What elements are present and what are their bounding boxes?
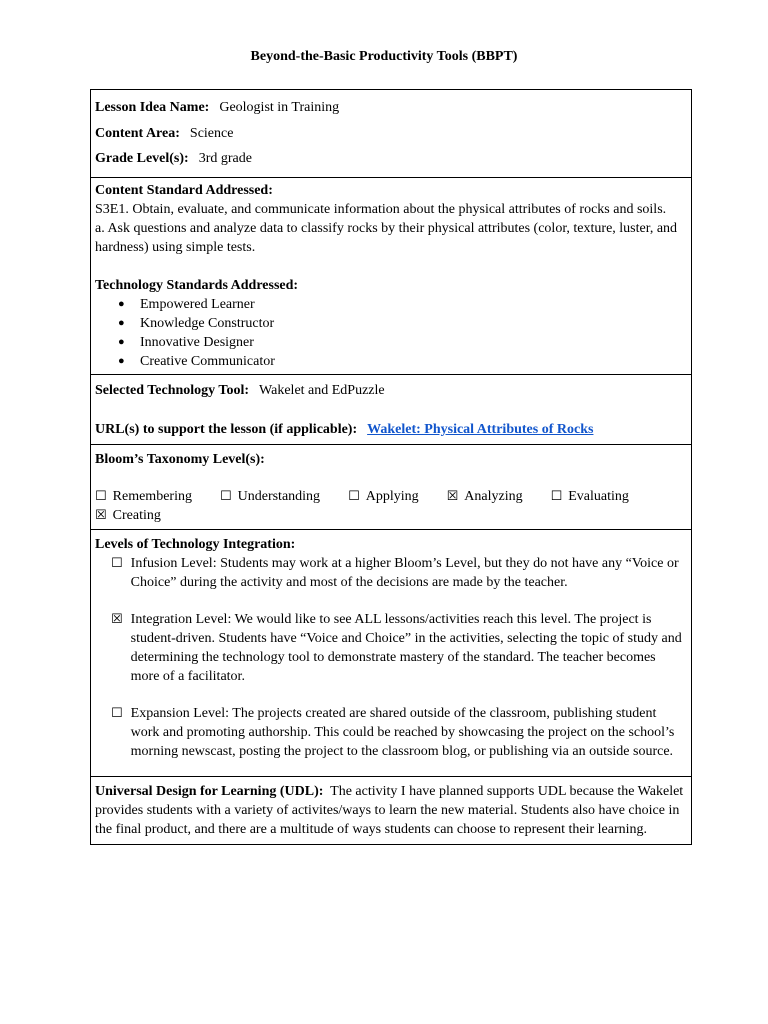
- content-standard-text: S3E1. Obtain, evaluate, and communicate information about the physical attributes of rocks and soils.: [95, 201, 667, 217]
- standards-cell: [91, 177, 692, 374]
- blooms-option-label: Evaluating: [568, 488, 629, 504]
- checkbox-icon[interactable]: ☐: [348, 488, 360, 504]
- blooms-options: [95, 487, 687, 525]
- infusion-level: [111, 554, 687, 592]
- lesson-plan-table: [90, 89, 692, 845]
- lesson-name-label: Lesson Idea Name:: [95, 100, 210, 115]
- udl-cell: [91, 776, 692, 844]
- checkbox-icon[interactable]: ☐: [550, 488, 563, 504]
- blooms-option-label: Analyzing: [464, 488, 523, 504]
- integration-level-text: Integration Level: We would like to see ALL lessons/activities reach this level. The project is student-driven. Students have “Voice and Choice” in the activities, selecting the topic of study and determining the technology tool to demonstrate mastery of the standard. The teacher becomes more of a facilitator.: [130, 611, 682, 684]
- blooms-creating[interactable]: [95, 506, 161, 525]
- blooms-option-label: Applying: [365, 488, 419, 504]
- integration-label: Levels of Technology Integration:: [95, 536, 296, 552]
- content-standard-label: Content Standard Addressed:: [95, 182, 273, 198]
- content-standard-element: a. Ask questions and analyze data to classify rocks by their physical attributes (color, texture, luster, and hardness) using simple tests.: [95, 220, 678, 255]
- checked-box-icon[interactable]: ☒: [111, 611, 123, 627]
- tool-cell: [91, 374, 692, 444]
- checked-box-icon[interactable]: ☒: [446, 488, 459, 504]
- checkbox-icon[interactable]: ☐: [111, 555, 123, 571]
- lesson-info-cell: [91, 90, 692, 178]
- wakelet-link[interactable]: Wakelet: Physical Attributes of Rocks: [367, 421, 594, 437]
- tech-standard-item: ● Innovative Designer: [140, 333, 687, 352]
- blooms-cell: [91, 444, 692, 529]
- content-area-label: Content Area:: [95, 125, 180, 141]
- blooms-option-label: Creating: [112, 507, 161, 523]
- blooms-remembering[interactable]: [95, 487, 192, 506]
- tech-standard-item: ● Knowledge Constructor: [140, 314, 687, 333]
- tech-standards-list: [95, 295, 687, 371]
- lesson-name-value: Geologist in Training: [219, 100, 340, 115]
- document-title: Beyond-the-Basic Productivity Tools (BBPT): [250, 49, 518, 64]
- tool-row: [91, 374, 692, 444]
- blooms-analyzing[interactable]: [447, 487, 523, 506]
- integration-row: [91, 529, 692, 776]
- integration-cell: [91, 529, 692, 776]
- udl-text: The activity I have planned supports UDL because the Wakelet provides students with a variety of activites/ways to learn the new material. Students also have choice in the final product, and there are a multitude of ways students can choose to represent their learning.: [95, 783, 684, 837]
- tech-standard-item: ● Empowered Learner: [140, 295, 687, 314]
- checked-box-icon[interactable]: ☒: [95, 507, 107, 523]
- blooms-option-label: Understanding: [237, 488, 321, 504]
- udl-row: [91, 776, 692, 844]
- expansion-level: [111, 704, 687, 761]
- grade-level-label: Grade Level(s):: [95, 151, 189, 166]
- tech-standards-label: Technology Standards Addressed:: [95, 277, 299, 293]
- selected-tool-value: Wakelet and EdPuzzle: [259, 382, 385, 398]
- blooms-applying[interactable]: [348, 487, 419, 506]
- grade-level-value: 3rd grade: [198, 151, 252, 166]
- checkbox-icon[interactable]: ☐: [95, 488, 107, 504]
- integration-level: [111, 610, 687, 686]
- blooms-label: Bloom’s Taxonomy Level(s):: [95, 451, 265, 467]
- blooms-understanding[interactable]: [220, 487, 320, 506]
- blooms-row: [91, 444, 692, 529]
- checkbox-icon[interactable]: ☐: [219, 488, 232, 504]
- lesson-info-row: [91, 90, 692, 178]
- expansion-level-text: Expansion Level: The projects created are shared outside of the classroom, publishing student work and promoting authorship. This could be reached by showcasing the project on the school’s morning newscast, posting the project to the classroom blog, or publishing via an outside source.: [130, 705, 675, 759]
- content-area-value: Science: [189, 125, 234, 141]
- url-label: URL(s) to support the lesson (if applicable):: [95, 421, 358, 437]
- tech-standard-item: ● Creative Communicator: [140, 352, 687, 371]
- infusion-level-text: Infusion Level: Students may work at a higher Bloom’s Level, but they do not have any “Voice or Choice” during the activity and most of the decisions are made by the teacher.: [130, 555, 679, 590]
- selected-tool-label: Selected Technology Tool:: [95, 382, 250, 398]
- udl-label: Universal Design for Learning (UDL):: [95, 783, 324, 799]
- blooms-option-label: Remembering: [112, 488, 192, 504]
- blooms-evaluating[interactable]: [551, 487, 629, 506]
- standards-row: [91, 177, 692, 374]
- checkbox-icon[interactable]: ☐: [111, 705, 123, 721]
